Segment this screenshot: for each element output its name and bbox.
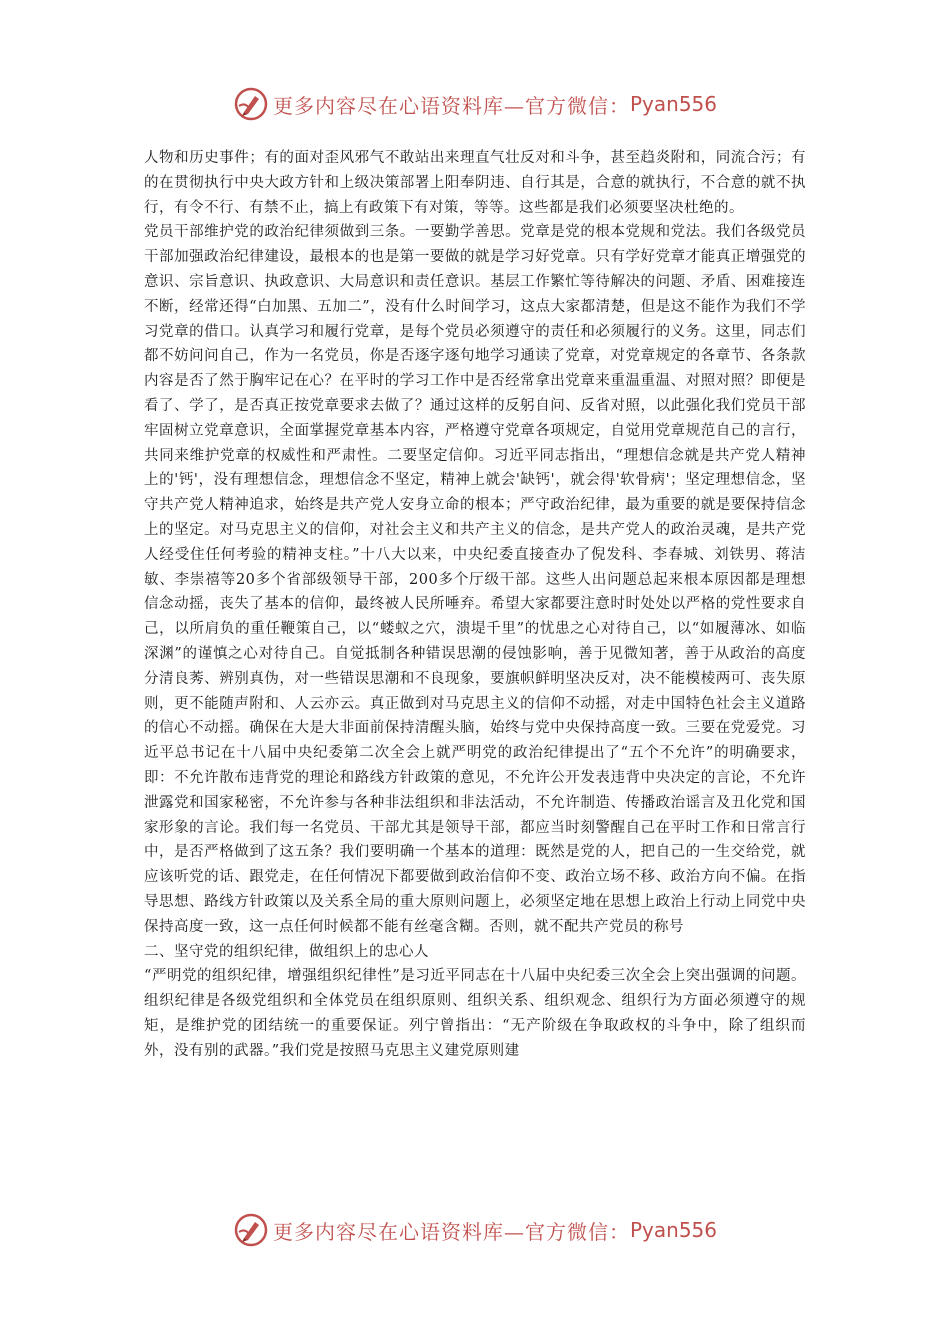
watermark-id: Pyan556 — [629, 92, 717, 116]
watermark-text: 更多内容尽在心语资料库—官方微信： — [272, 93, 630, 118]
footer-watermark — [0, 1210, 950, 1250]
section-heading: 二、坚守党的组织纪律，做组织上的忠心人 — [144, 943, 429, 960]
pen-logo-icon — [233, 1212, 269, 1248]
document-body — [144, 146, 806, 1063]
paragraph: 人物和历史事件；有的面对歪风邪气不敢站出来理直气壮反对和斗争，甚至趋炎附和，同流合污；有的在贯彻执行中央大政方针和上级决策部署上阳奉阴违、自行其是，合意的就执行，不合意的就不执行，有令不行、有禁不止，搞上有政策下有对策，等等。这些都是我们必须要坚决杜绝的。 — [144, 150, 806, 216]
watermark-id: Pyan556 — [629, 1218, 717, 1242]
watermark-text: 更多内容尽在心语资料库—官方微信： — [272, 1219, 630, 1244]
paragraph: “严明党的组织纪律，增强组织纪律性”是习近平同志在十八届中央纪委三次全会上突出强调的问题。组织纪律是各级党组织和全体党员在组织原则、组织关系、组织观念、组织行为方面必须遵守的规矩，是维护党的团结统一的重要保证。列宁曾指出：“无产阶级在争取政权的斗争中，除了组织而外，没有别的武器。”我们党是按照马克思主义建党原则建 — [144, 968, 806, 1059]
pen-logo-icon — [233, 86, 269, 122]
header-watermark — [0, 84, 950, 124]
paragraph: 党员干部维护党的政治纪律须做到三条。一要勤学善思。党章是党的根本党规和党法。我们各级党员干部加强政治纪律建设，最根本的也是第一要做的就是学习好党章。只有学好党章才能真正增强党的意识、宗旨意识、执政意识、大局意识和责任意识。基层工作繁忙等待解决的问题、矛盾、困难接连不断，经常还得“白加黑、五加二”，没有什么时间学习，这点大家都清楚，但是这不能作为我们不学习党章的借口。认真学习和履行党章，是每个党员必须遵守的责任和必须履行的义务。这里，同志们都不妨问问自己，作为一名党员，你是否逐字逐句地学习通读了党章，对党章规定的各章节、各条款内容是否了然于胸牢记在心？在平时的学习工作中是否经常拿出党章来重温重温、对照对照？即便是看了、学了，是否真正按党章要求去做了？通过这样的反躬自问、反省对照，以此强化我们党员干部牢固树立党章意识，全面掌握党章基本内容，严格遵守党章各项规定，自觉用党章规范自己的言行，共同来维护党章的权威性和严肃性。二要坚定信仰。习近平同志指出，“理想信念就是共产党人精神上的'钙'，没有理想信念，理想信念不坚定，精神上就会'缺钙'，就会得'软骨病'；坚定理想信念，坚守共产党人精神追求，始终是共产党人安身立命的根本；严守政治纪律，最为重要的就是要保持信念上的坚定。对马克思主义的信仰，对社会主义和共产主义的信念，是共产党人的政治灵魂，是共产党人经受住任何考验的精神支柱。”十八大以来，中央纪委直接查办了倪发科、李春城、刘铁男、蒋洁敏、李崇禧等20多个省部级领导干部，200多个厅级干部。这些人出问题总起来根本原因都是理想信念动摇，丧失了基本的信仰，最终被人民所唾弃。希望大家都要注意时时处处以严格的党性要求自己，以所肩负的重任鞭策自己，以“蝼蚁之穴，溃堤千里”的忧患之心对待自己，以“如履薄冰、如临深渊”的谨慎之心对待自己。自觉抵制各种错误思潮的侵蚀影响，善于见微知著，善于从政治的高度分清良莠、辨别真伪，对一些错误思潮和不良现象，要旗帜鲜明坚决反对，决不能模棱两可、丧失原则，更不能随声附和、人云亦云。真正做到对马克思主义的信仰不动摇，对走中国特色社会主义道路的信心不动摇。确保在大是大非面前保持清醒头脑，始终与党中央保持高度一致。三要在党爱党。习近平总书记在十八届中央纪委第二次全会上就严明党的政治纪律提出了“五个不允许”的明确要求，即：不允许散布违背党的理论和路线方针政策的意见，不允许公开发表违背中央决定的言论，不允许泄露党和国家秘密，不允许参与各种非法组织和非法活动，不允许制造、传播政治谣言及丑化党和国家形象的言论。我们每一名党员、干部尤其是领导干部，都应当时刻警醒自己在平时工作和日常言行中，是否严格做到了这五条？我们要明确一个基本的道理：既然是党的人，把自己的一生交给党，就应该听党的话、跟党走，在任何情况下都要做到政治信仰不变、政治立场不移、政治方向不偏。在指导思想、路线方针政策以及关系全局的重大原则问题上，必须坚定地在思想上政治上行动上同党中央保持高度一致，这一点任何时候都不能有丝毫含糊。否则，就不配共产党员的称号 — [144, 224, 806, 935]
